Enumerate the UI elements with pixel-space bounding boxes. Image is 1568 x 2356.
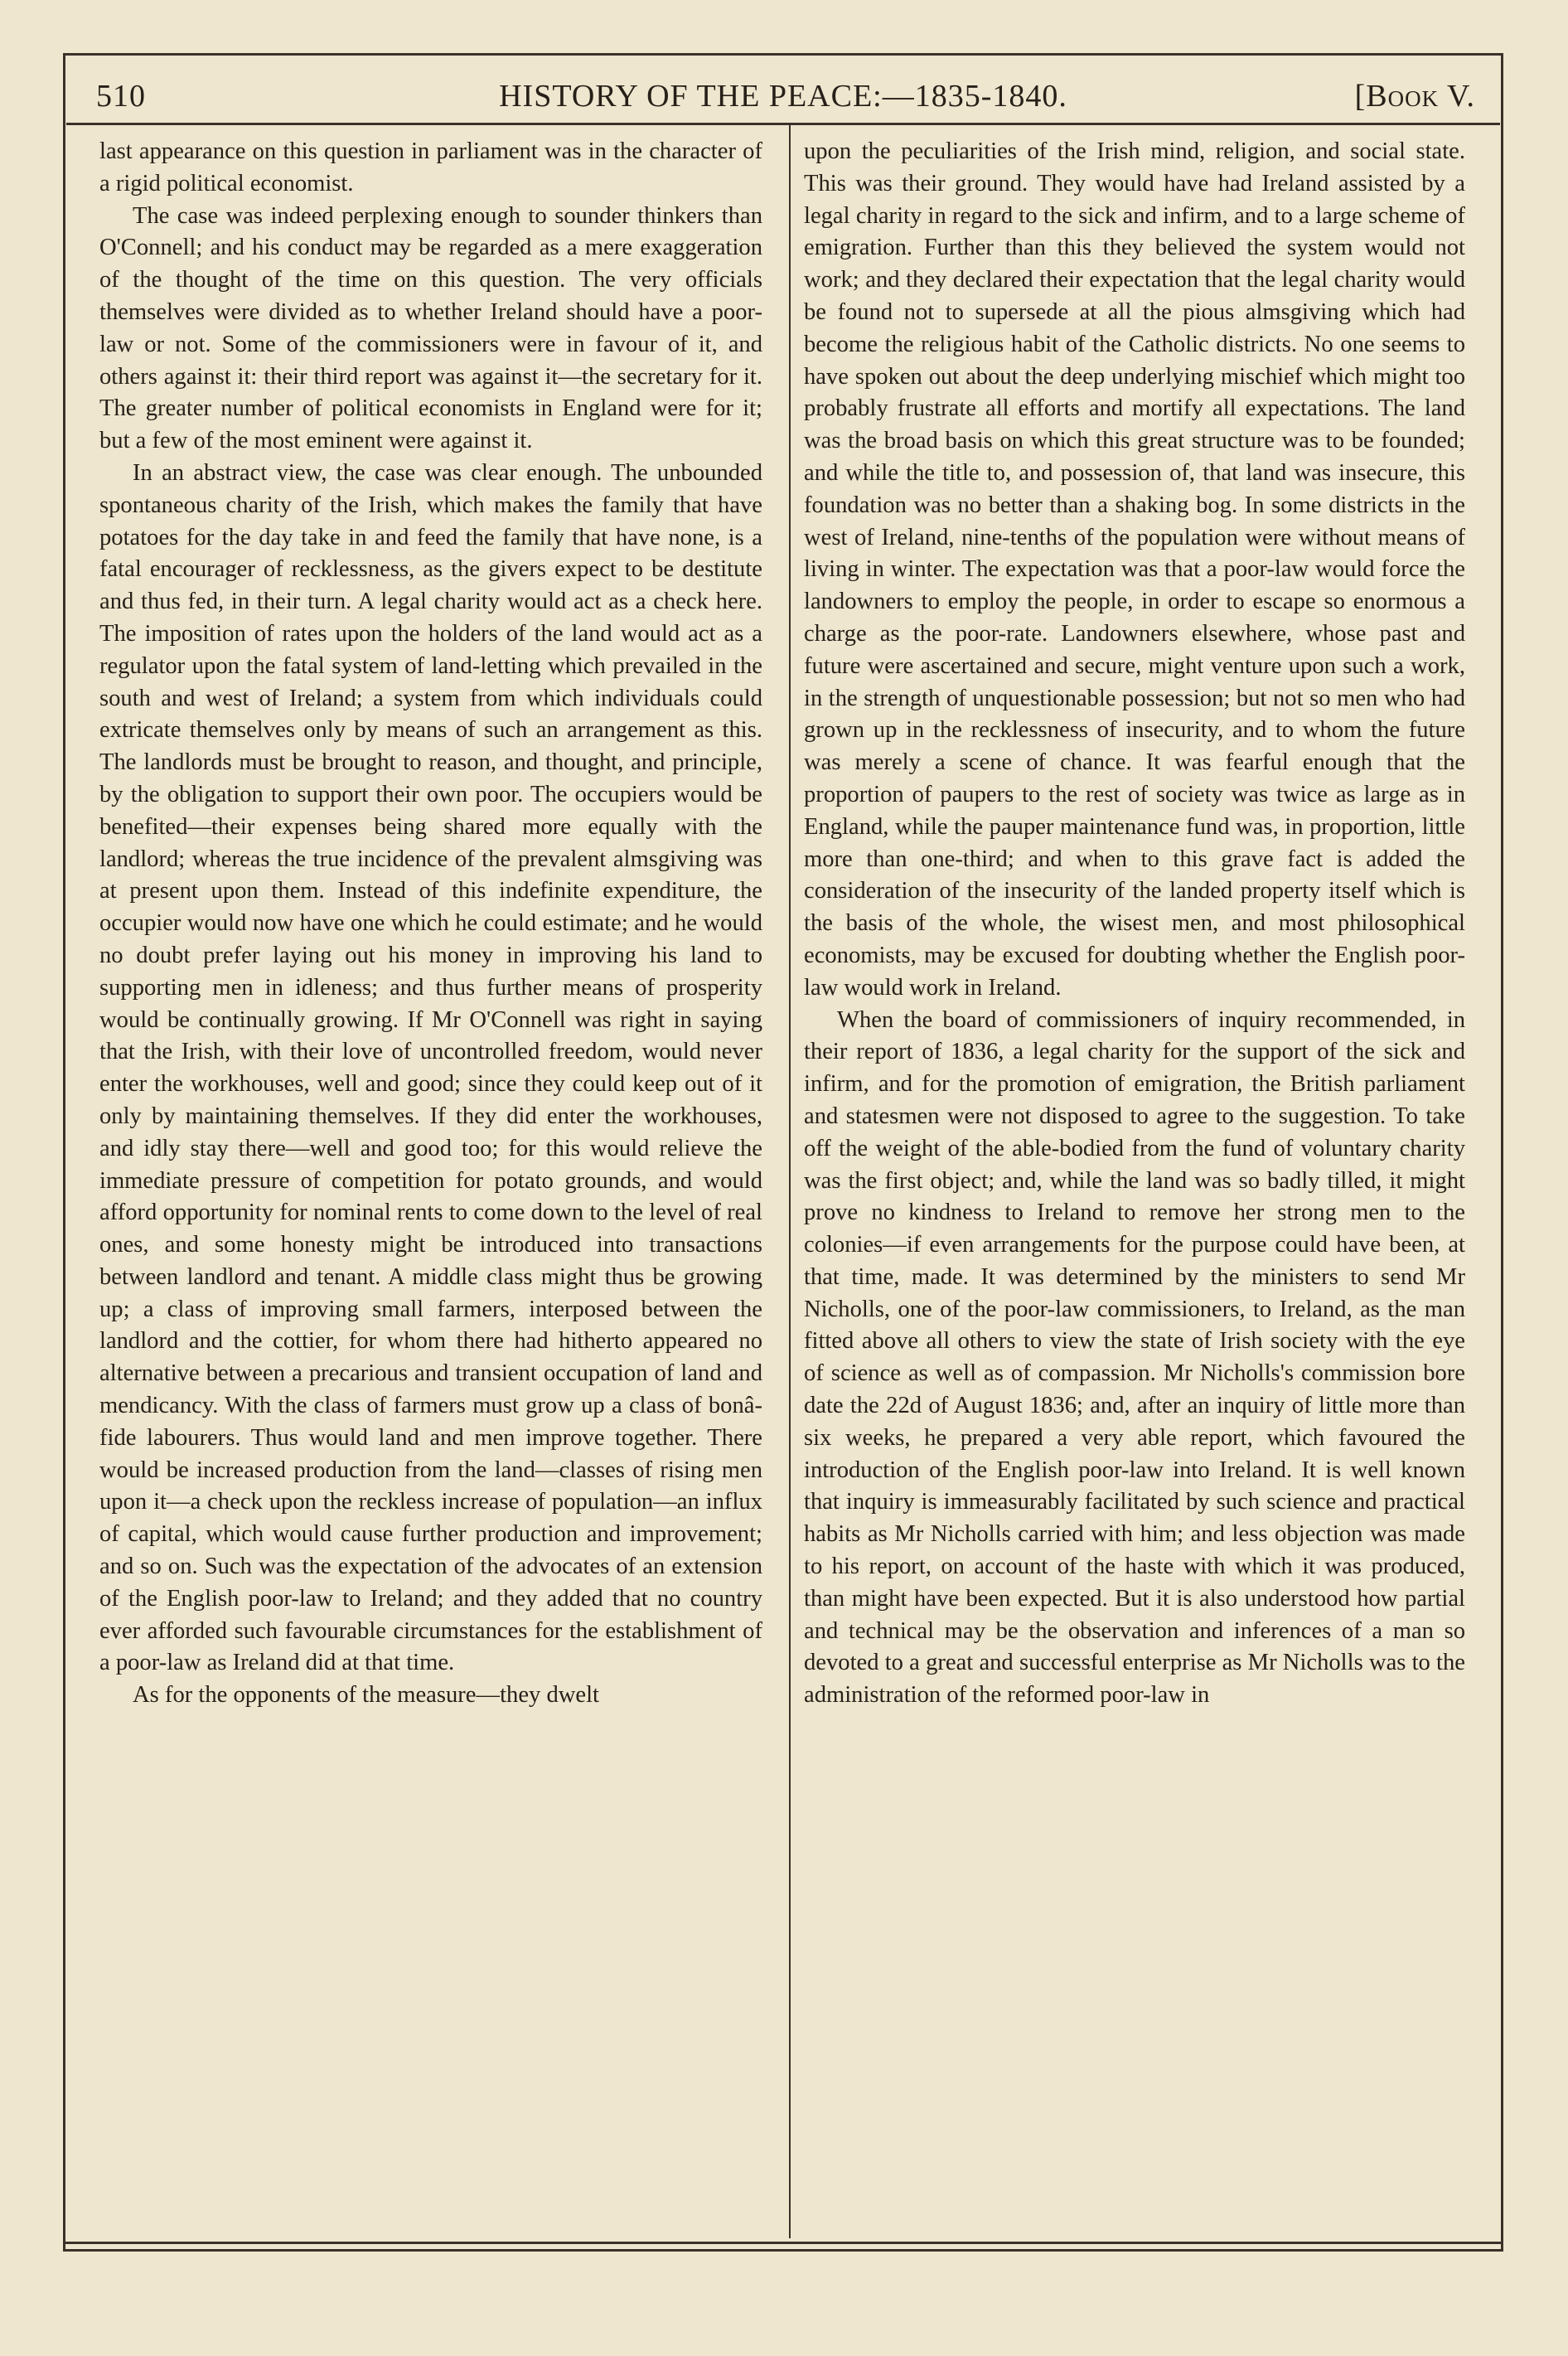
right-column xyxy=(804,136,1465,2233)
footer-rule xyxy=(63,2242,1503,2244)
running-header xyxy=(66,70,1500,119)
book-label: [Book V. xyxy=(1354,79,1475,114)
running-title: HISTORY OF THE PEACE:—1835-1840. xyxy=(499,79,1067,114)
paragraph: In an abstract view, the case was clear enough. The unbounded spontaneous charity of the Irish, which makes the family that have potatoes for the day take in and feed the family that have none, is a fatal encourager of recklessness, as the givers expect to be destitute and thus fed, in their turn. A legal charity would act as a check here. The imposition of rates upon the holders of the land would act as a regulator upon the fatal system of land-letting which prevailed in the south and west of Ireland; a system from which individuals could extricate themselves only by means of such an arrangement as this. The landlords must be brought to reason, and thought, and principle, by the obligation to support their own poor. The occupiers would be benefited—their expenses being shared more equally with the landlord; whereas the true incidence of the prevalent almsgiving was at present upon them. Instead of this indefinite expenditure, the occupier would now have one which he could estimate; and he would no doubt prefer laying out his money in improving his land to supporting men in idleness; and thus further means of prosperity would be continually growing. If Mr O'Connell was right in saying that the Irish, with their love of uncontrolled freedom, would never enter the workhouses, well and good; since they could keep out of it only by maintaining themselves. If they did enter the workhouses, and idly stay there—well and good too; for this would relieve the immediate pressure of competition for potato grounds, and would afford opportunity for nominal rents to come down to the level of real ones, and some honesty might be introduced into transactions between landlord and tenant. A middle class might thus be growing up; a class of improving small farmers, interposed between the landlord and the cottier, for whom there had hitherto appeared no alternative between a precarious and transient occupation of land and mendicancy. With the class of farmers must grow up a class of bonâ-fide labourers. Thus would land and men improve together. There would be increased production from the land—classes of rising men upon it—a check upon the reckless increase of population—an influx of capital, which would cause further production and improvement; and so on. Such was the expectation of the advocates of an extension of the English poor-law to Ireland; and they added that no country ever afforded such favourable circumstances for the establishment of a poor-law as Ireland did at that time. xyxy=(99,459,762,1676)
paragraph: last appearance on this question in parliament was in the character of a rigid political economist. xyxy=(99,138,762,196)
paragraph: The case was indeed perplexing enough to sounder thinkers than O'Connell; and his conduct may be regarded as a mere exaggeration of the thought of the time on this question. The very officials themselves were divided as to whether Ireland should have a poor-law or not. Some of the commissioners were in favour of it, and others against it: their third report was against it—the secretary for it. The greater number of political economists in England were for it; but a few of the most eminent were against it. xyxy=(99,202,762,454)
paragraph: upon the peculiarities of the Irish mind, religion, and social state. This was their ground. They would have had Ireland assisted by a legal charity in regard to the sick and infirm, and to a large scheme of emigration. Further than this they believed the system would not work; and they declared their expectation that the legal charity would be found not to supersede at all the pious almsgiving which had become the religious habit of the Catholic districts. No one seems to have spoken out about the deep underlying mischief which might too probably frustrate all efforts and mortify all expectations. The land was the broad basis on which this great structure was to be founded; and while the title to, and possession of, that land was insecure, this foundation was no better than a shaking bog. In some districts in the west of Ireland, nine-tenths of the population were without means of living in winter. The expectation was that a poor-law would force the landowners to employ the people, in order to escape so enormous a charge as the poor-rate. Landowners elsewhere, whose past and future were ascertained and secure, might venture upon such a work, in the strength of unquestionable possession; but not so men who had grown up in the recklessness of insecurity, and to whom the future was merely a scene of chance. It was fearful enough that the proportion of paupers to the rest of society was twice as large as in England, while the pauper maintenance fund was, in proportion, little more than one-third; and when to this grave fact is added the consideration of the insecurity of the landed property itself which is the basis of the whole, the wisest men, and most philosophical economists, may be excused for doubting whether the English poor-law would work in Ireland. xyxy=(804,138,1465,1001)
column-divider xyxy=(789,124,791,2238)
left-column xyxy=(99,136,762,2233)
paragraph: When the board of commissioners of inquiry recommended, in their report of 1836, a legal charity for the support of the sick and infirm, and for the promotion of emigration, the British parliament and statesmen were not disposed to agree to the suggestion. To take off the weight of the able-bodied from the fund of voluntary charity was the first object; and, while the land was so badly tilled, it might prove no kindness to Ireland to remove her strong men to the colonies—if even arrangements for the purpose could have been, at that time, made. It was determined by the ministers to send Mr Nicholls, one of the poor-law commissioners, to Ireland, as the man fitted above all others to view the state of Irish society with the eye of science as well as of compassion. Mr Nicholls's commission bore date the 22d of August 1836; and, after an inquiry of little more than six weeks, he prepared a very able report, which favoured the introduction of the English poor-law into Ireland. It is well known that inquiry is immeasurably facilitated by such science and practical habits as Mr Nicholls carried with him; and less objection was made to his report, on account of the haste with which it was produced, than might have been expected. But it is also understood how partial and technical may be the observation and inferences of a man so devoted to a great and successful enterprise as Mr Nicholls was to the administration of the reformed poor-law in xyxy=(804,1006,1465,1709)
page-number: 510 xyxy=(96,79,146,114)
header-rule xyxy=(66,123,1500,125)
paragraph: As for the opponents of the measure—they dwelt xyxy=(133,1682,599,1709)
